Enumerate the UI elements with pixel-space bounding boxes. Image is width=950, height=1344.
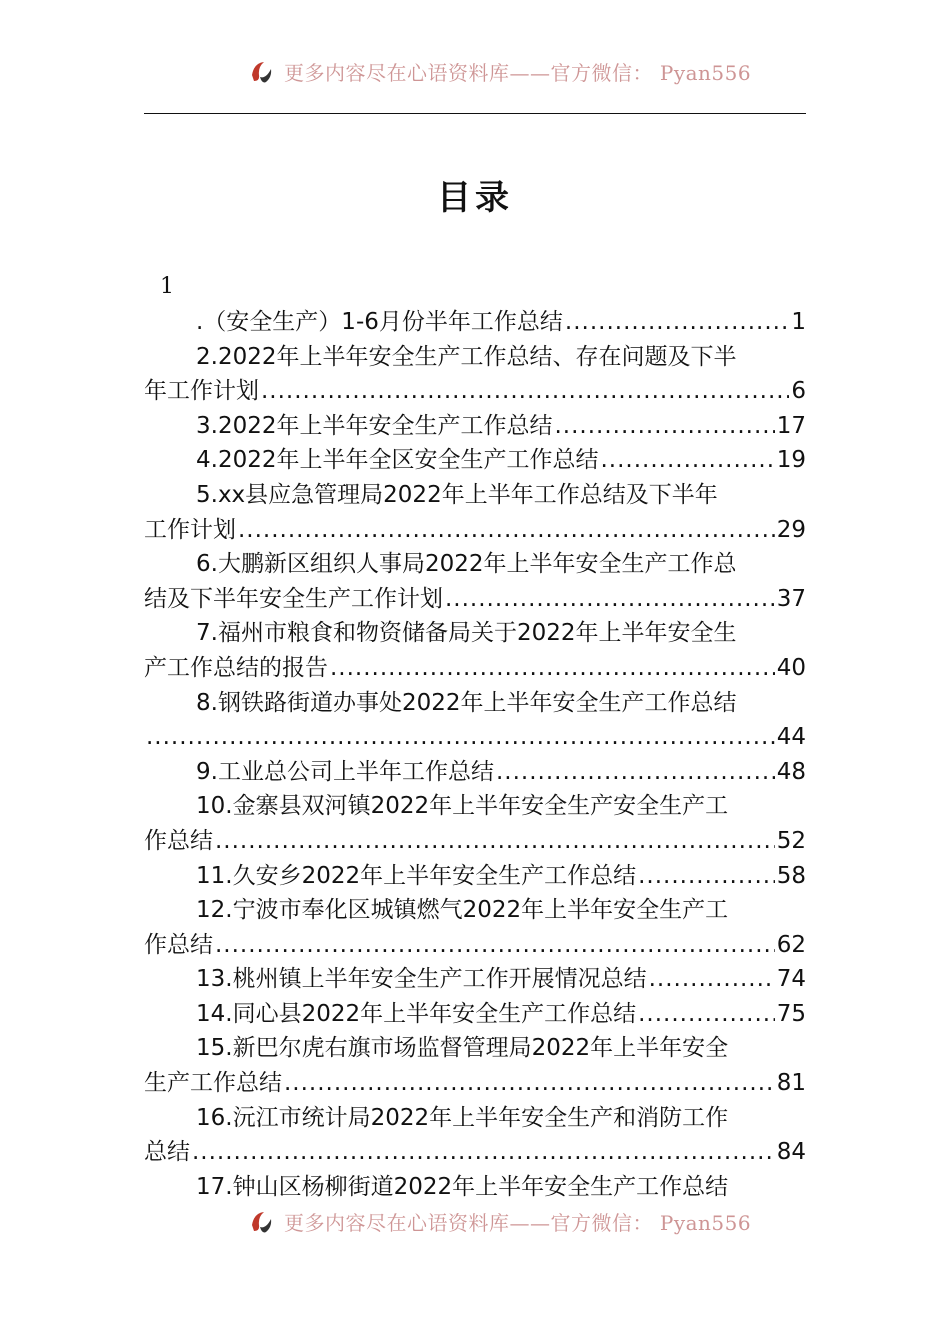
watermark-logo-icon <box>248 57 276 85</box>
dot-leader <box>638 859 775 894</box>
watermark-text: 更多内容尽在心语资料库——官方微信： Pyan556 <box>284 60 752 85</box>
dot-leader <box>600 443 774 478</box>
toc-list-number: 1 <box>160 274 174 299</box>
toc-entry[interactable] <box>144 755 806 790</box>
toc-page-number: 40 <box>776 654 806 681</box>
toc-entry[interactable] <box>144 409 806 444</box>
header-divider <box>144 113 806 114</box>
toc-entry-title: 14.同心县2022年上半年安全生产工作总结 <box>196 1000 637 1027</box>
toc-page-number: 62 <box>776 931 806 958</box>
toc-entry[interactable] <box>144 962 806 997</box>
toc-page-number: 6 <box>791 378 806 405</box>
toc-entry-title-continued: 年工作计划 <box>144 378 259 405</box>
toc-page-number: 81 <box>776 1070 806 1097</box>
toc-page-number: 75 <box>776 1000 806 1027</box>
toc-entry[interactable] <box>144 997 806 1032</box>
toc-page-number: 84 <box>776 1139 806 1166</box>
toc-page-number: 52 <box>776 827 806 854</box>
toc-entry-title-continued: 总结 <box>144 1139 190 1166</box>
toc-entry-title-continued: 结及下半年安全生产工作计划 <box>144 585 443 612</box>
toc-entry[interactable] <box>144 686 806 755</box>
toc-entry[interactable] <box>144 1101 806 1170</box>
dot-leader <box>284 1066 775 1101</box>
toc-entry[interactable] <box>144 789 806 858</box>
dot-leader <box>192 1135 775 1170</box>
toc-page-number: 17 <box>776 412 806 439</box>
page-header-watermark <box>248 56 751 86</box>
toc-entry-title: 13.桃州镇上半年安全生产工作开展情况总结 <box>196 966 647 993</box>
toc-entry[interactable] <box>144 893 806 962</box>
toc-page-number: 37 <box>776 585 806 612</box>
toc-entry[interactable] <box>144 478 806 547</box>
page-footer-watermark <box>248 1206 751 1236</box>
dot-leader <box>215 824 775 859</box>
dot-leader <box>146 720 775 755</box>
toc-page-number: 1 <box>791 309 806 335</box>
dot-leader <box>261 374 789 409</box>
toc-entry-title: 5.xx县应急管理局2022年上半年工作总结及下半年 <box>196 481 718 508</box>
toc-entry-title-continued: 作总结 <box>144 931 213 958</box>
toc-page-number: 44 <box>776 724 806 751</box>
toc-entry-title: 4.2022年上半年全区安全生产工作总结 <box>196 447 599 474</box>
toc-page-number: 29 <box>776 516 806 543</box>
toc-page-number: 74 <box>776 966 806 993</box>
toc-entry[interactable] <box>144 1031 806 1100</box>
table-of-contents <box>144 305 806 1204</box>
toc-entry[interactable] <box>144 305 806 340</box>
toc-entry-title-continued: 作总结 <box>144 827 213 854</box>
dot-leader <box>496 755 775 790</box>
toc-entry[interactable] <box>144 340 806 409</box>
dot-leader <box>638 997 775 1032</box>
toc-page-number: 58 <box>776 862 806 889</box>
toc-entry-title: 9.工业总公司上半年工作总结 <box>196 758 494 785</box>
dot-leader <box>565 305 789 340</box>
toc-entry-title-continued: 工作计划 <box>144 516 236 543</box>
toc-entry[interactable] <box>144 1170 806 1205</box>
dot-leader <box>445 582 775 617</box>
toc-entry-title: 2.2022年上半年安全生产工作总结、存在问题及下半 <box>196 343 737 370</box>
toc-entry[interactable] <box>144 443 806 478</box>
watermark-logo-icon <box>248 1207 276 1235</box>
watermark-text: 更多内容尽在心语资料库——官方微信： Pyan556 <box>284 1210 752 1235</box>
dot-leader <box>330 651 775 686</box>
toc-entry-title: 16.沅江市统计局2022年上半年安全生产和消防工作 <box>196 1104 729 1131</box>
toc-entry-title: 10.金寨县双河镇2022年上半年安全生产安全生产工 <box>196 793 729 820</box>
toc-entry-title: 17.钟山区杨柳街道2022年上半年安全生产工作总结 <box>196 1173 729 1200</box>
toc-entry-title-continued: 产工作总结的报告 <box>144 654 328 681</box>
toc-entry-title-continued: 生产工作总结 <box>144 1070 282 1097</box>
toc-entry-title: 3.2022年上半年安全生产工作总结 <box>196 412 553 439</box>
toc-entry-title: 12.宁波市奉化区城镇燃气2022年上半年安全生产工 <box>196 897 729 924</box>
page-title: 目录 <box>437 178 513 218</box>
toc-entry-title: 15.新巴尔虎右旗市场监督管理局2022年上半年安全 <box>196 1035 729 1062</box>
toc-entry-title: 11.久安乡2022年上半年安全生产工作总结 <box>196 862 637 889</box>
toc-page-number: 48 <box>776 758 806 785</box>
toc-entry[interactable] <box>144 547 806 616</box>
dot-leader <box>238 513 775 548</box>
toc-entry[interactable] <box>144 859 806 894</box>
toc-entry-title: .（安全生产）1-6月份半年工作总结 <box>196 309 563 335</box>
toc-entry-title: 7.福州市粮食和物资储备局关于2022年上半年安全生 <box>196 620 737 647</box>
toc-entry[interactable] <box>144 616 806 685</box>
dot-leader <box>649 962 775 997</box>
dot-leader <box>554 409 774 444</box>
dot-leader <box>215 928 775 963</box>
toc-entry-title: 6.大鹏新区组织人事局2022年上半年安全生产工作总 <box>196 551 737 578</box>
toc-entry-title: 8.钢铁路街道办事处2022年上半年安全生产工作总结 <box>196 689 737 716</box>
toc-page-number: 19 <box>776 447 806 474</box>
